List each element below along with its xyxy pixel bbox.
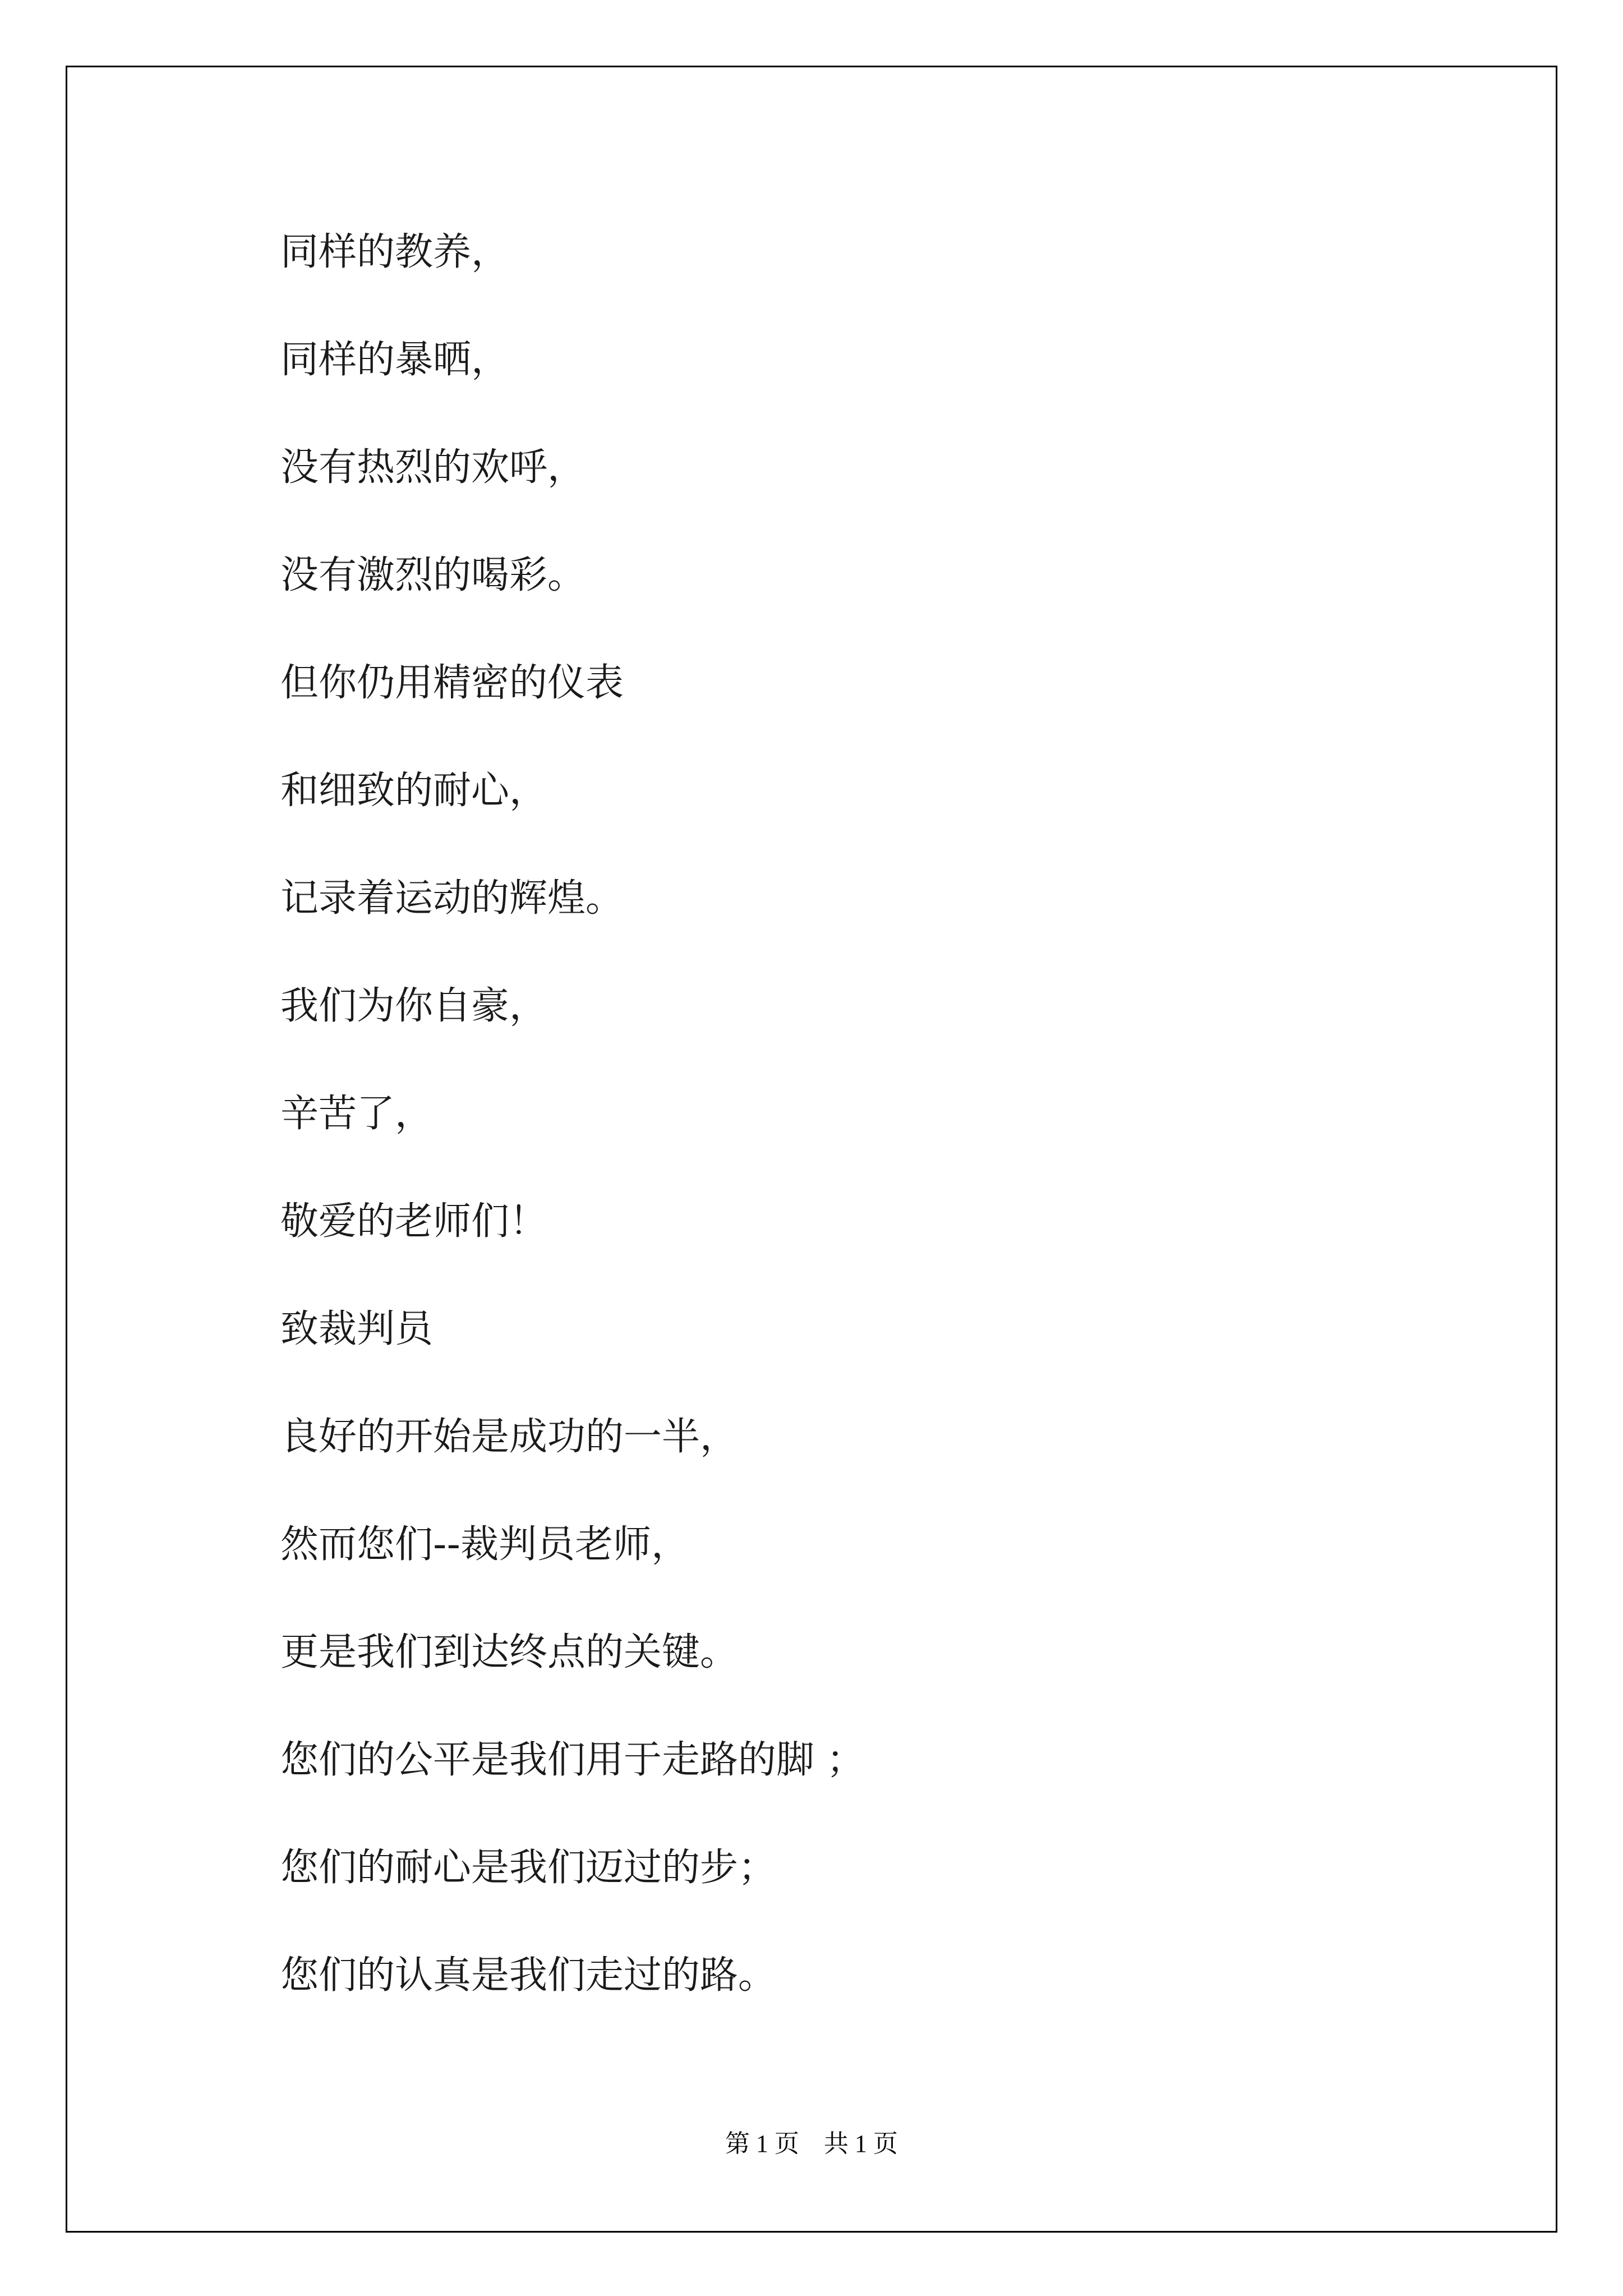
poem-line: 敬爱的老师们！ xyxy=(280,1199,548,1244)
poem-line: 没有激烈的喝彩。 xyxy=(280,553,586,597)
poem-line: 和细致的耐心， xyxy=(280,769,548,813)
poem-line: 辛苦了， xyxy=(280,1092,434,1136)
poem-line: 您们的认真是我们走过的路。 xyxy=(280,1953,777,1998)
poem-line: 我们为你自豪， xyxy=(280,984,548,1028)
poem-line: 同样的教养， xyxy=(280,230,510,274)
poem-line: 然而您们--裁判员老师， xyxy=(280,1522,690,1567)
poem-line: 记录着运动的辉煌。 xyxy=(280,876,624,921)
poem-line: 良好的开始是成功的一半， xyxy=(280,1415,739,1459)
poem-line: 但你仍用精密的仪表 xyxy=(280,661,624,705)
poem-line: 没有热烈的欢呼， xyxy=(280,445,586,490)
poem-line: 您们的耐心是我们迈过的步； xyxy=(280,1846,777,1890)
poem-line: 您们的公平是我们用于走路的脚 ； xyxy=(280,1738,865,1782)
poem-body xyxy=(280,222,865,2053)
section-heading: 致裁判员 xyxy=(280,1307,434,1351)
poem-line: 同样的暴晒， xyxy=(280,338,510,382)
page-number-footer: 第 1 页 共 1 页 xyxy=(725,2130,898,2157)
poem-line: 更是我们到达终点的关键。 xyxy=(280,1630,739,1674)
